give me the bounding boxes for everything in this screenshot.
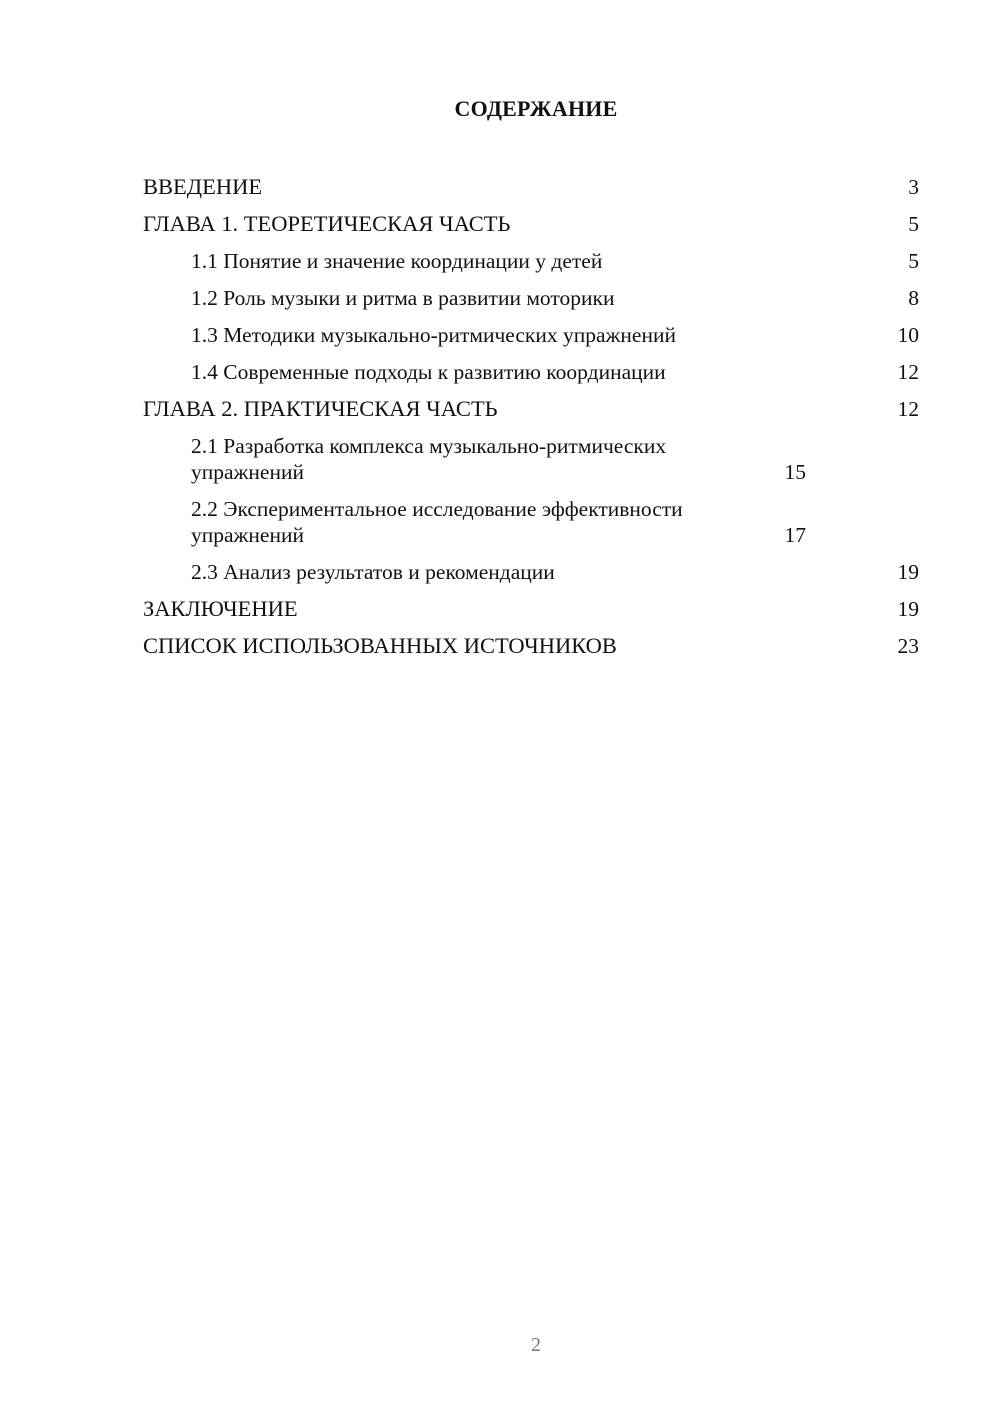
toc-entry-label: 1.2 Роль музыки и ритма в развитии моторики (191, 285, 615, 310)
toc-entry-label: ГЛАВА 2. ПРАКТИЧЕСКАЯ ЧАСТЬ (143, 395, 498, 421)
toc-entry-page: 12 (897, 359, 919, 384)
toc-entry-introduction[interactable] (143, 168, 919, 205)
toc-entry-page: 10 (897, 322, 919, 347)
toc-entry-section-1-4[interactable] (143, 353, 919, 390)
toc-entry-page: 8 (908, 285, 919, 310)
toc-entry-page: 19 (897, 559, 919, 584)
toc-entry-page: 15 (784, 459, 806, 484)
toc-entry-label: 2.1 Разработка комплекса музыкально-ритмических упражнений (191, 433, 667, 484)
toc-entry-section-1-2[interactable] (143, 279, 919, 316)
toc-entry-section-2-3[interactable] (143, 553, 919, 590)
toc-entry-page: 3 (908, 174, 919, 199)
toc-entry-label: ГЛАВА 1. ТЕОРЕТИЧЕСКАЯ ЧАСТЬ (143, 210, 511, 236)
toc-entry-label: СПИСОК ИСПОЛЬЗОВАННЫХ ИСТОЧНИКОВ (143, 632, 617, 658)
toc-entry-page: 19 (897, 596, 919, 621)
page-number: 2 (531, 1334, 541, 1356)
toc-entry-label: ЗАКЛЮЧЕНИЕ (143, 595, 298, 621)
toc-entry-label: 1.1 Понятие и значение координации у детей (191, 248, 603, 273)
table-of-contents (143, 168, 919, 664)
toc-entry-page: 12 (897, 396, 919, 421)
toc-entry-conclusion[interactable] (143, 590, 919, 627)
toc-entry-section-2-1[interactable] (143, 427, 919, 490)
toc-entry-page: 17 (784, 522, 806, 547)
toc-entry-references[interactable] (143, 627, 919, 664)
toc-entry-chapter-2[interactable] (143, 390, 919, 427)
toc-entry-section-1-3[interactable] (143, 316, 919, 353)
toc-entry-section-1-1[interactable] (143, 242, 919, 279)
toc-entry-label: ВВЕДЕНИЕ (143, 173, 263, 199)
toc-entry-page: 23 (897, 633, 919, 658)
toc-entry-page: 5 (908, 248, 919, 273)
toc-entry-label: 2.3 Анализ результатов и рекомендации (191, 559, 555, 584)
toc-entry-chapter-1[interactable] (143, 205, 919, 242)
toc-entry-label: 2.2 Экспериментальное исследование эффективности упражнений (191, 496, 683, 547)
toc-entry-label: 1.4 Современные подходы к развитию координации (191, 359, 666, 384)
toc-entry-page: 5 (908, 211, 919, 236)
toc-entry-label: 1.3 Методики музыкально-ритмических упражнений (191, 322, 676, 347)
toc-title: СОДЕРЖАНИЕ (454, 96, 618, 121)
toc-entry-section-2-2[interactable] (143, 490, 919, 553)
